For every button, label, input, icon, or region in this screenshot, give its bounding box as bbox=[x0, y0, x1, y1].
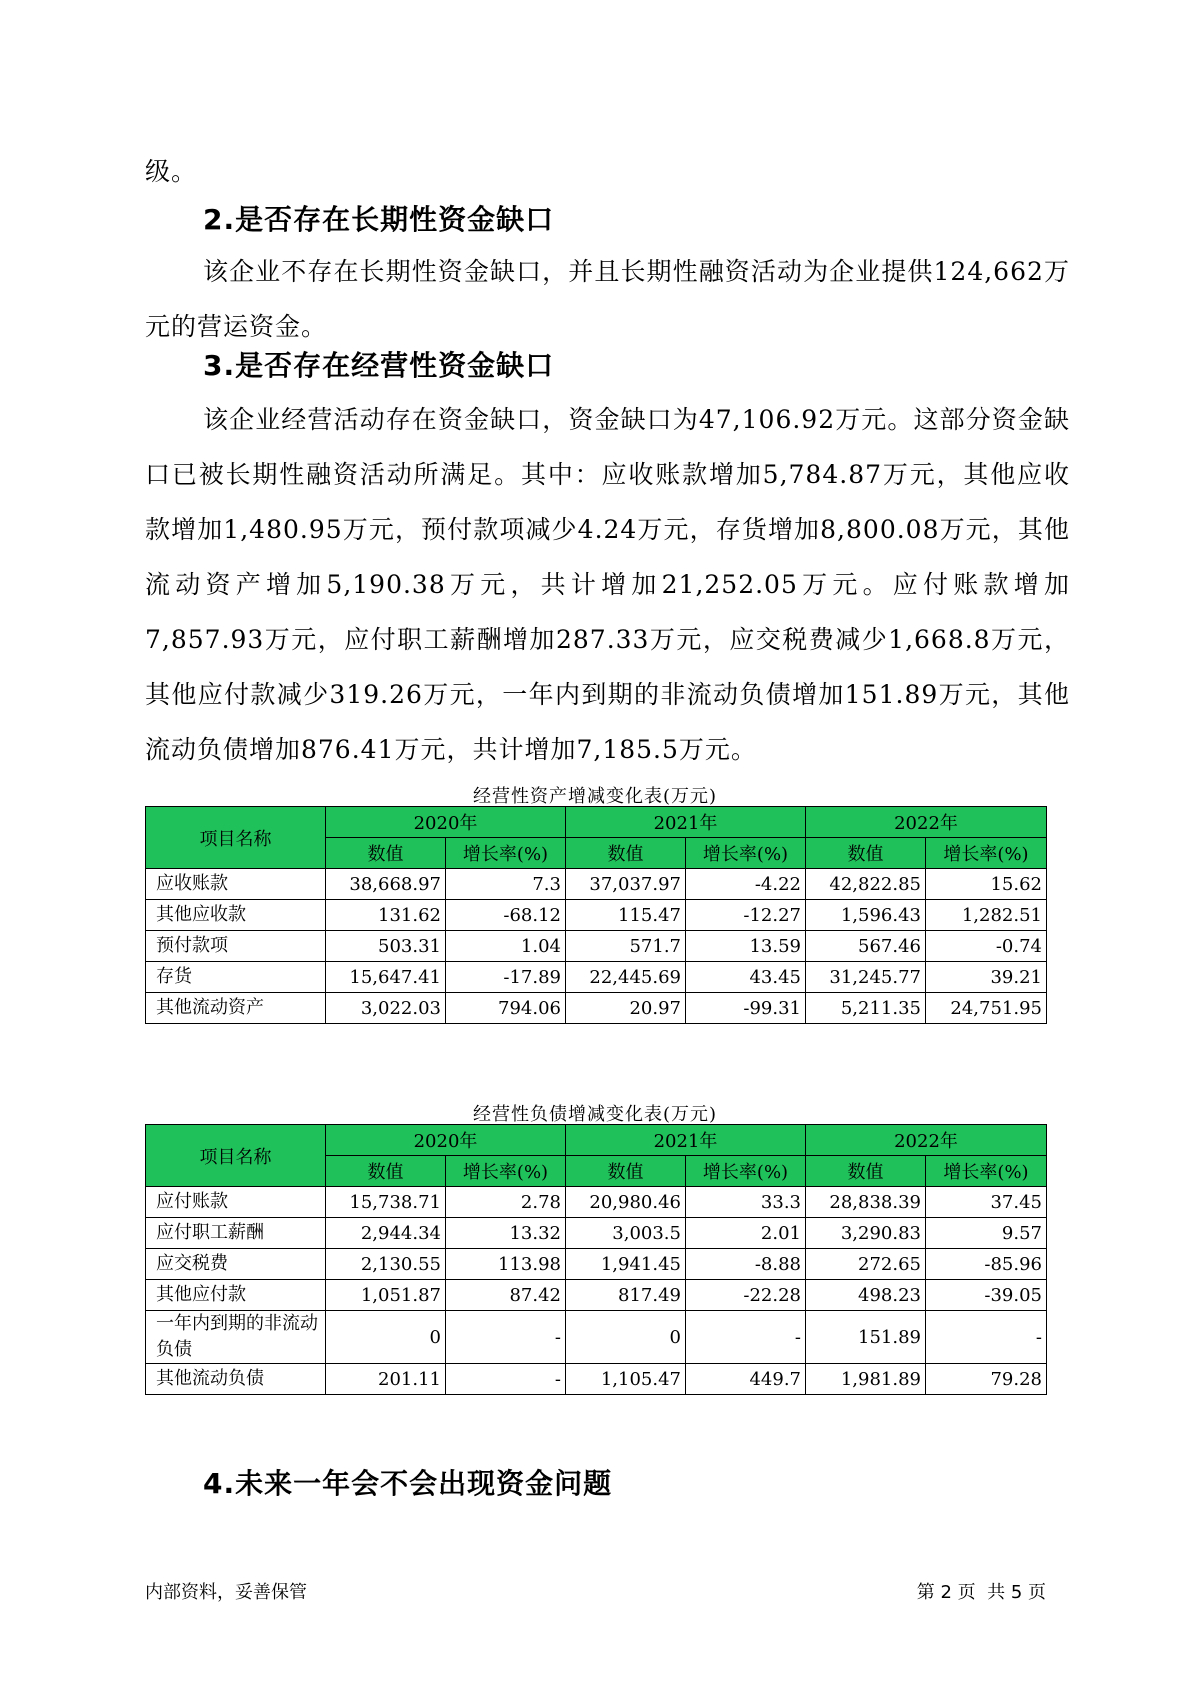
header-value: 数值 bbox=[806, 838, 926, 869]
value-cell: 498.23 bbox=[806, 1280, 926, 1311]
header-growth: 增长率(%) bbox=[686, 1156, 806, 1187]
growth-cell: -4.22 bbox=[686, 869, 806, 900]
growth-cell: 39.21 bbox=[926, 962, 1047, 993]
header-year: 2020年 bbox=[326, 1125, 566, 1156]
header-growth: 增长率(%) bbox=[686, 838, 806, 869]
section-text-2: 该企业不存在长期性资金缺口，并且长期性融资活动为企业提供124,662万元的营运资金。 bbox=[145, 257, 1070, 341]
header-year: 2021年 bbox=[566, 1125, 806, 1156]
value-cell: 0 bbox=[566, 1311, 686, 1364]
table-row bbox=[146, 962, 1047, 993]
header-year: 2022年 bbox=[806, 807, 1047, 838]
value-cell: 131.62 bbox=[326, 900, 446, 931]
value-cell: 5,211.35 bbox=[806, 993, 926, 1024]
value-cell: 3,003.5 bbox=[566, 1218, 686, 1249]
value-cell: 2,130.55 bbox=[326, 1249, 446, 1280]
growth-cell: -8.88 bbox=[686, 1249, 806, 1280]
table-row bbox=[146, 1280, 1047, 1311]
value-cell: 20,980.46 bbox=[566, 1187, 686, 1218]
growth-cell: - bbox=[686, 1311, 806, 1364]
value-cell: 201.11 bbox=[326, 1364, 446, 1395]
operating-liabilities-table bbox=[145, 1124, 1047, 1395]
growth-cell: -99.31 bbox=[686, 993, 806, 1024]
growth-cell: - bbox=[446, 1311, 566, 1364]
growth-cell: -12.27 bbox=[686, 900, 806, 931]
table-row bbox=[146, 900, 1047, 931]
growth-cell: 1,282.51 bbox=[926, 900, 1047, 931]
table-row bbox=[146, 1311, 1047, 1364]
growth-cell: 2.78 bbox=[446, 1187, 566, 1218]
value-cell: 571.7 bbox=[566, 931, 686, 962]
growth-cell: 33.3 bbox=[686, 1187, 806, 1218]
value-cell: 37,037.97 bbox=[566, 869, 686, 900]
growth-cell: - bbox=[926, 1311, 1047, 1364]
growth-cell: 113.98 bbox=[446, 1249, 566, 1280]
section-text-3: 该企业经营活动存在资金缺口，资金缺口为47,106.92万元。这部分资金缺口已被长期性融资活动所满足。其中：应收账款增加5,784.87万元，其他应收款增加1,480.95万元，预付款项减少4.24万元，存货增加8,800.08万元，其他流动资产增加5,190.38万元，共计增加21,252.05万元。应付账款增加7,857.93万元，应付职工薪酬增加287.33万元，应交税费减少1,668.8万元，其他应付款减少319.26万元，一年内到期的非流动负债增加151.89万元，其他流动负债增加876.41万元，共计增加7,185.5万元。 bbox=[145, 405, 1070, 764]
header-growth: 增长率(%) bbox=[446, 838, 566, 869]
value-cell: 1,105.47 bbox=[566, 1364, 686, 1395]
table-row bbox=[146, 1364, 1047, 1395]
growth-cell: 24,751.95 bbox=[926, 993, 1047, 1024]
growth-cell: -39.05 bbox=[926, 1280, 1047, 1311]
growth-cell: 1.04 bbox=[446, 931, 566, 962]
row-item-name: 其他流动资产 bbox=[146, 993, 326, 1024]
growth-cell: -17.89 bbox=[446, 962, 566, 993]
header-growth: 增长率(%) bbox=[926, 1156, 1047, 1187]
value-cell: 151.89 bbox=[806, 1311, 926, 1364]
row-item-name: 预付款项 bbox=[146, 931, 326, 962]
table-row bbox=[146, 869, 1047, 900]
value-cell: 22,445.69 bbox=[566, 962, 686, 993]
value-cell: 28,838.39 bbox=[806, 1187, 926, 1218]
growth-cell: - bbox=[446, 1364, 566, 1395]
row-item-name: 其他流动负债 bbox=[146, 1364, 326, 1395]
header-value: 数值 bbox=[806, 1156, 926, 1187]
growth-cell: 9.57 bbox=[926, 1218, 1047, 1249]
value-cell: 20.97 bbox=[566, 993, 686, 1024]
header-value: 数值 bbox=[566, 1156, 686, 1187]
row-item-name: 存货 bbox=[146, 962, 326, 993]
header-year: 2020年 bbox=[326, 807, 566, 838]
growth-cell: -0.74 bbox=[926, 931, 1047, 962]
value-cell: 1,941.45 bbox=[566, 1249, 686, 1280]
header-value: 数值 bbox=[326, 838, 446, 869]
table-row bbox=[146, 1218, 1047, 1249]
value-cell: 115.47 bbox=[566, 900, 686, 931]
header-growth: 增长率(%) bbox=[926, 838, 1047, 869]
growth-cell: 2.01 bbox=[686, 1218, 806, 1249]
row-item-name: 其他应付款 bbox=[146, 1280, 326, 1311]
table-caption-assets: 经营性资产增减变化表(万元) bbox=[472, 786, 718, 807]
footer-confidential: 内部资料，妥善保管 bbox=[145, 1582, 307, 1603]
header-value: 数值 bbox=[566, 838, 686, 869]
growth-cell: 37.45 bbox=[926, 1187, 1047, 1218]
operating-assets-table bbox=[145, 806, 1047, 1024]
value-cell: 567.46 bbox=[806, 931, 926, 962]
value-cell: 1,981.89 bbox=[806, 1364, 926, 1395]
section-heading-4: 4.未来一年会不会出现资金问题 bbox=[203, 1467, 613, 1500]
header-item-name: 项目名称 bbox=[146, 807, 326, 869]
section-heading-3: 3.是否存在经营性资金缺口 bbox=[203, 349, 555, 382]
header-item-name: 项目名称 bbox=[146, 1125, 326, 1187]
liabilities-table-body bbox=[146, 1187, 1047, 1395]
header-year: 2021年 bbox=[566, 807, 806, 838]
value-cell: 817.49 bbox=[566, 1280, 686, 1311]
value-cell: 2,944.34 bbox=[326, 1218, 446, 1249]
value-cell: 1,596.43 bbox=[806, 900, 926, 931]
growth-cell: 43.45 bbox=[686, 962, 806, 993]
growth-cell: 7.3 bbox=[446, 869, 566, 900]
table-row bbox=[146, 1249, 1047, 1280]
growth-cell: 13.32 bbox=[446, 1218, 566, 1249]
value-cell: 3,022.03 bbox=[326, 993, 446, 1024]
row-item-name: 一年内到期的非流动负债 bbox=[146, 1311, 326, 1364]
growth-cell: 13.59 bbox=[686, 931, 806, 962]
value-cell: 272.65 bbox=[806, 1249, 926, 1280]
value-cell: 503.31 bbox=[326, 931, 446, 962]
growth-cell: -22.28 bbox=[686, 1280, 806, 1311]
growth-cell: 449.7 bbox=[686, 1364, 806, 1395]
table-row bbox=[146, 931, 1047, 962]
growth-cell: 79.28 bbox=[926, 1364, 1047, 1395]
value-cell: 42,822.85 bbox=[806, 869, 926, 900]
growth-cell: 87.42 bbox=[446, 1280, 566, 1311]
value-cell: 15,647.41 bbox=[326, 962, 446, 993]
row-item-name: 应交税费 bbox=[146, 1249, 326, 1280]
header-year: 2022年 bbox=[806, 1125, 1047, 1156]
growth-cell: 794.06 bbox=[446, 993, 566, 1024]
growth-cell: -68.12 bbox=[446, 900, 566, 931]
header-growth: 增长率(%) bbox=[446, 1156, 566, 1187]
value-cell: 0 bbox=[326, 1311, 446, 1364]
section-heading-2: 2.是否存在长期性资金缺口 bbox=[203, 203, 555, 236]
value-cell: 1,051.87 bbox=[326, 1280, 446, 1311]
row-item-name: 其他应收款 bbox=[146, 900, 326, 931]
value-cell: 3,290.83 bbox=[806, 1218, 926, 1249]
table-row bbox=[146, 1187, 1047, 1218]
value-cell: 38,668.97 bbox=[326, 869, 446, 900]
value-cell: 15,738.71 bbox=[326, 1187, 446, 1218]
assets-table-body bbox=[146, 869, 1047, 1024]
row-item-name: 应付职工薪酬 bbox=[146, 1218, 326, 1249]
growth-cell: -85.96 bbox=[926, 1249, 1047, 1280]
row-item-name: 应付账款 bbox=[146, 1187, 326, 1218]
row-item-name: 应收账款 bbox=[146, 869, 326, 900]
header-value: 数值 bbox=[326, 1156, 446, 1187]
footer-page-number: 第 2 页 共 5 页 bbox=[916, 1582, 1046, 1603]
table-caption-liabilities: 经营性负债增减变化表(万元) bbox=[472, 1104, 718, 1125]
growth-cell: 15.62 bbox=[926, 869, 1047, 900]
value-cell: 31,245.77 bbox=[806, 962, 926, 993]
paragraph-fragment: 级。 bbox=[145, 157, 198, 186]
table-row bbox=[146, 993, 1047, 1024]
